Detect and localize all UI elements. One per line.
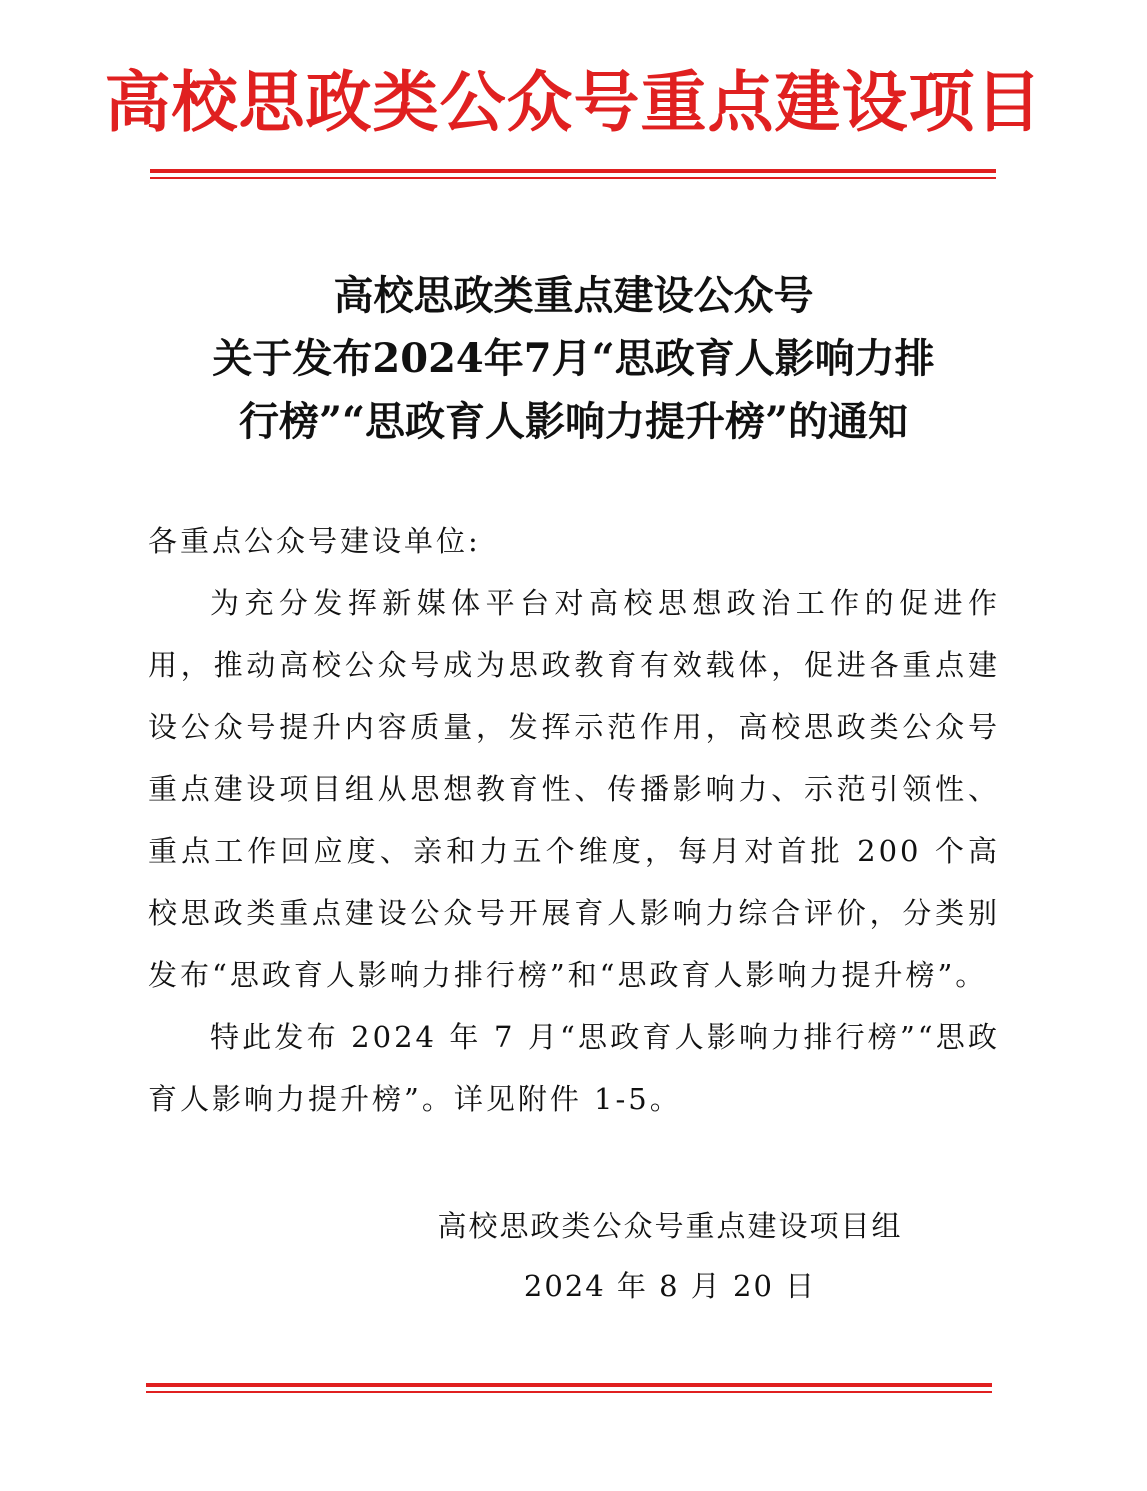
masthead-title: 高校思政类公众号重点建设项目 bbox=[104, 63, 1043, 141]
body-paragraph: 特此发布 2024 年 7 月“思政育人影响力排行榜”“思政育人影响力提升榜”。详见附件 1-5。 bbox=[148, 1020, 1000, 1116]
footer-rule-thin bbox=[146, 1391, 992, 1393]
header-rule-thick bbox=[150, 169, 996, 173]
salutation: 各重点公众号建设单位: bbox=[148, 524, 481, 558]
notice-title-line: 高校思政类重点建设公众号 bbox=[333, 272, 814, 319]
header-rule-thin bbox=[150, 177, 996, 179]
notice-title-line: 行榜”“思政育人影响力提升榜”的通知 bbox=[238, 398, 909, 445]
footer-rule-thick bbox=[146, 1383, 992, 1387]
signature-block bbox=[400, 1196, 940, 1316]
notice-body bbox=[148, 510, 1000, 1130]
body-paragraph: 为充分发挥新媒体平台对高校思想政治工作的促进作用，推动高校公众号成为思政教育有效载体，促进各重点建设公众号提升内容质量，发挥示范作用，高校思政类公众号重点建设项目组从思想教育性、传播影响力、示范引领性、重点工作回应度、亲和力五个维度，每月对首批 200 个高校思政类重点建设公众号开展育人影响力综合评价，分类别发布“思政育人影响力排行榜”和“思政育人影响力提升榜”。 bbox=[148, 586, 1000, 992]
signature-organization: 高校思政类公众号重点建设项目组 bbox=[437, 1209, 903, 1243]
signature-date: 2024 年 8 月 20 日 bbox=[523, 1269, 817, 1303]
notice-title-line: 关于发布2024年7月“思政育人影响力排 bbox=[212, 335, 935, 382]
notice-title bbox=[120, 264, 1027, 453]
